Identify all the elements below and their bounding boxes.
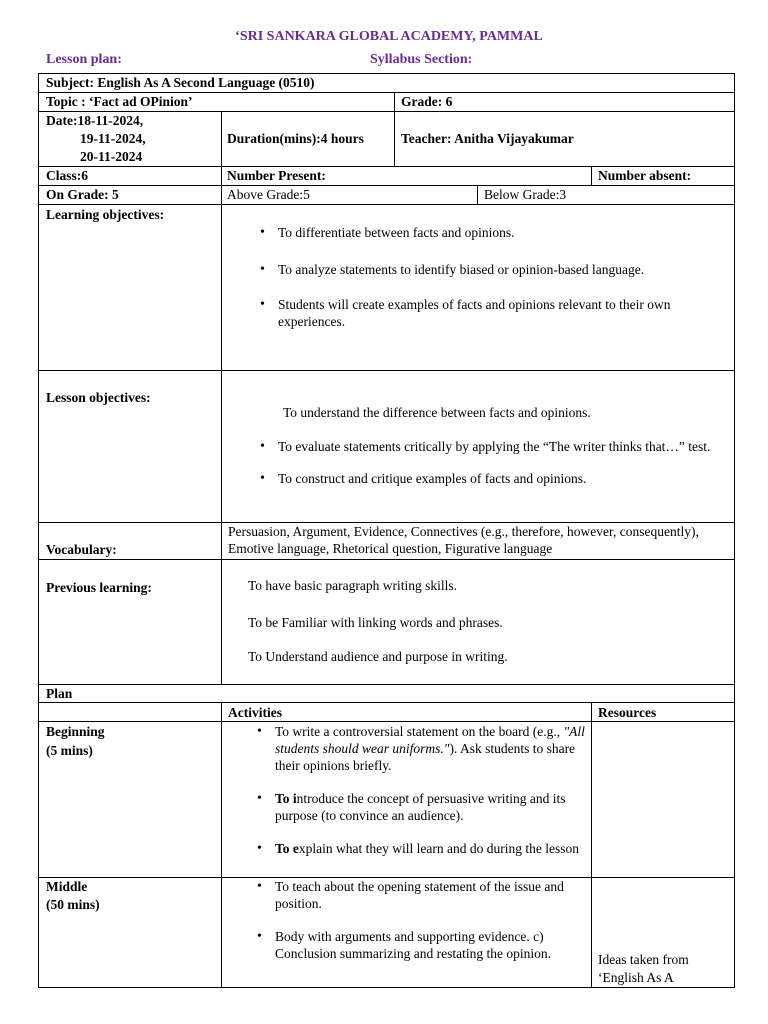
list-item: • To evaluate statements critically by applying the “The writer thinks that…” test. — [252, 438, 712, 455]
lesson-objectives-list — [252, 438, 712, 487]
below-grade: Below Grade:3 — [484, 187, 567, 202]
syllabus-section-label: Syllabus Section: — [370, 52, 473, 67]
duration: Duration(mins):4 hours — [227, 131, 364, 146]
lesson-objective-intro: To understand the difference between facts and opinions. — [283, 405, 591, 420]
date-line-2: 19-11-2024, — [80, 131, 146, 146]
list-item: • To analyze statements to identify biased or opinion-based language. — [252, 261, 712, 278]
middle-title: Middle — [46, 879, 88, 894]
list-item: • To differentiate between facts and opinions. — [252, 224, 712, 241]
class: Class:6 — [46, 168, 89, 183]
lesson-objectives-label: Lesson objectives: — [46, 390, 151, 405]
topic: Topic : ‘Fact ad OPinion’ — [46, 94, 193, 109]
teacher: Teacher: Anitha Vijayakumar — [401, 131, 574, 146]
school-name: ‘SRI SANKARA GLOBAL ACADEMY, PAMMAL — [235, 29, 543, 44]
middle-activities — [249, 878, 589, 962]
on-grade: On Grade: 5 — [46, 187, 119, 202]
vocabulary-label: Vocabulary: — [46, 542, 117, 557]
number-present: Number Present: — [227, 168, 326, 183]
beginning-activities — [249, 723, 589, 857]
learning-objectives-label: Learning objectives: — [46, 207, 165, 222]
lesson-plan-label: Lesson plan: — [46, 52, 122, 67]
learning-objectives-list — [252, 224, 712, 330]
previous-learning-item: To have basic paragraph writing skills. — [248, 578, 457, 593]
previous-learning-item: To be Familiar with linking words and phrases. — [248, 615, 503, 630]
list-item: • To construct and critique examples of facts and opinions. — [252, 470, 712, 487]
plan-label: Plan — [46, 686, 73, 701]
list-item: • To write a controversial statement on the board (e.g., "All students should wear uniforms."). Ask students to share their opinions briefly. — [249, 723, 589, 774]
list-item: • To introduce the concept of persuasive writing and its purpose (to convince an audience). — [249, 790, 589, 824]
previous-learning-item: To Understand audience and purpose in writing. — [248, 649, 508, 664]
resources-header: Resources — [598, 705, 657, 720]
number-absent: Number absent: — [598, 168, 692, 183]
previous-learning-label: Previous learning: — [46, 580, 152, 595]
list-item: • To teach about the opening statement of the issue and position. — [249, 878, 589, 912]
date-line-3: 20-11-2024 — [80, 149, 143, 164]
activities-header: Activities — [228, 705, 282, 720]
list-item: • Body with arguments and supporting evidence. c) Conclusion summarizing and restating the opinion. — [249, 928, 589, 962]
grade: Grade: 6 — [401, 94, 453, 109]
date-line-1: Date:18-11-2024, — [46, 113, 144, 128]
middle-resource: Ideas taken from ‘English As A — [598, 952, 689, 985]
list-item: • To explain what they will learn and do during the lesson — [249, 840, 589, 857]
vocabulary-text: Persuasion, Argument, Evidence, Connectives (e.g., therefore, however, consequently), Emotive language, Rhetorical question, Figurative language — [228, 524, 699, 556]
above-grade: Above Grade:5 — [227, 187, 310, 202]
beginning-time: (5 mins) — [46, 743, 93, 758]
beginning-title: Beginning — [46, 724, 105, 739]
subject: Subject: English As A Second Language (0510) — [46, 75, 315, 90]
list-item: • Students will create examples of facts and opinions relevant to their own experiences. — [252, 296, 712, 330]
middle-time: (50 mins) — [46, 897, 100, 912]
